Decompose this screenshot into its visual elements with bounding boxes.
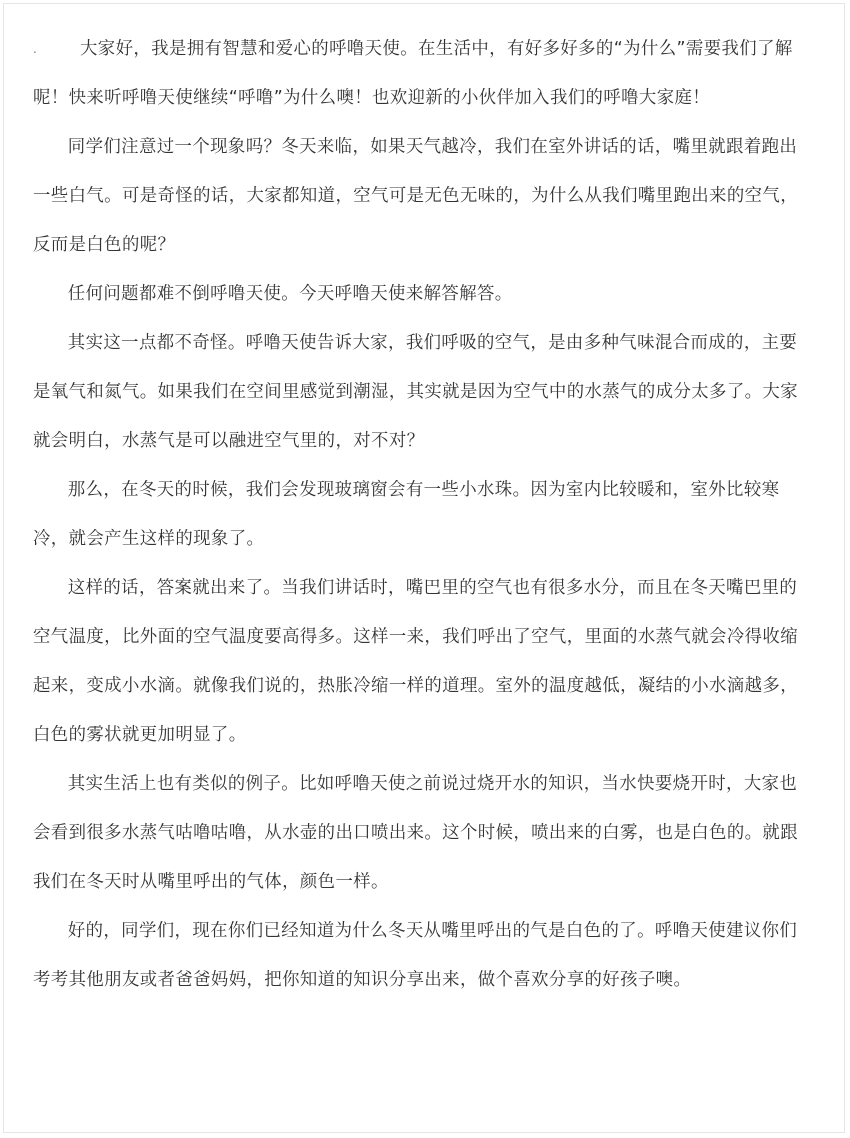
paragraph-question: 同学们注意过一个现象吗？冬天来临，如果天气越冷，我们在室外讲话的话，嘴里就跟着跑出一些白气。可是奇怪的话，大家都知道，空气可是无色无味的，为什么从我们嘴里跑出来的空气，反而是白色的呢？	[33, 137, 799, 255]
paragraph-intro	[33, 25, 803, 123]
article-body	[33, 25, 803, 1005]
paragraph-conclusion: 好的，同学们，现在你们已经知道为什么冬天从嘴里呼出的气是白色的了。呼噜天使建议你们考考其他朋友或者爸爸妈妈，把你知道的知识分享出来，做个喜欢分享的好孩子噢。	[33, 921, 798, 990]
lead-mark: .	[33, 42, 38, 56]
document-page	[3, 3, 845, 1133]
paragraph-answer: 这样的话，答案就出来了。当我们讲话时，嘴巴里的空气也有很多水分，而且在冬天嘴巴里的空气温度，比外面的空气温度要高得多。这样一来，我们呼出了空气，里面的水蒸气就会冷得收缩起来，变成小水滴。就像我们说的，热胀冷缩一样的道理。室外的温度越低，凝结的小水滴越多，白色的雾状就更加明显了。	[33, 578, 799, 745]
paragraph-window-droplets: 那么，在冬天的时候，我们会发现玻璃窗会有一些小水珠。因为室内比较暖和，室外比较寒冷，就会产生这样的现象了。	[33, 480, 780, 549]
paragraph-intro-text: 大家好，我是拥有智慧和爱心的呼噜天使。在生活中，有好多好多的“为什么”需要我们了解呢！快来听呼噜天使继续“呼噜”为什么噢！也欢迎新的小伙伴加入我们的呼噜大家庭！	[33, 39, 793, 108]
paragraph-air-composition: 其实这一点都不奇怪。呼噜天使告诉大家，我们呼吸的空气，是由多种气味混合而成的，主要是氧气和氮气。如果我们在空间里感觉到潮湿，其实就是因为空气中的水蒸气的成分太多了。大家就会明白，水蒸气是可以融进空气里的，对不对？	[33, 333, 799, 451]
paragraph-example: 其实生活上也有类似的例子。比如呼噜天使之前说过烧开水的知识，当水快要烧开时，大家也会看到很多水蒸气咕噜咕噜，从水壶的出口喷出来。这个时候，喷出来的白雾，也是白色的。就跟我们在冬天时从嘴里呼出的气体，颜色一样。	[33, 774, 799, 892]
paragraph-transition: 任何问题都难不倒呼噜天使。今天呼噜天使来解答解答。	[67, 284, 513, 304]
